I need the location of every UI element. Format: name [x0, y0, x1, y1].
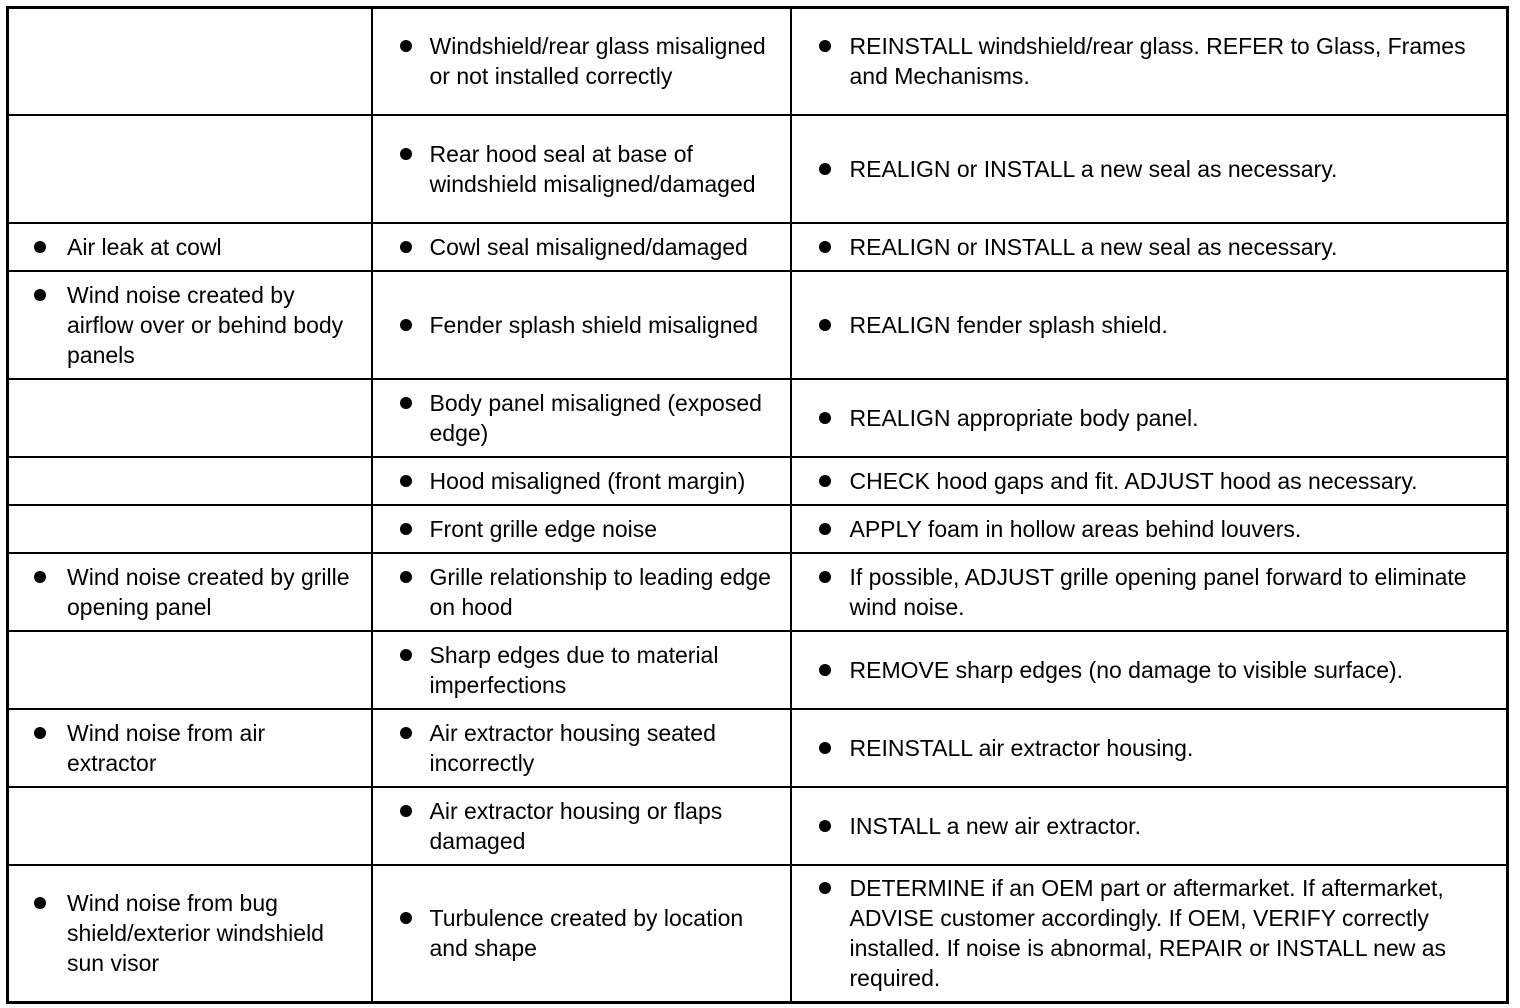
bullet-icon	[400, 805, 412, 817]
action-cell	[791, 787, 1508, 865]
condition-cell	[8, 505, 372, 553]
condition-text: Wind noise from bug shield/exterior windshield sun visor	[67, 890, 324, 977]
cause-text: Turbulence created by location and shape	[429, 905, 744, 962]
action-cell	[791, 271, 1508, 379]
cause-cell	[372, 505, 791, 553]
cause-cell	[372, 631, 791, 709]
table-row	[8, 223, 1508, 271]
action-text: REMOVE sharp edges (no damage to visible surface).	[849, 656, 1404, 683]
action-cell	[791, 457, 1508, 505]
condition-text: Wind noise from air extractor	[67, 719, 266, 776]
bullet-icon	[819, 742, 831, 754]
condition-cell	[8, 271, 372, 379]
table-row	[8, 553, 1508, 631]
action-cell	[791, 115, 1508, 223]
cause-text: Air extractor housing or flaps damaged	[429, 797, 723, 854]
bullet-icon	[400, 397, 412, 409]
action-text: REALIGN fender splash shield.	[849, 311, 1168, 338]
cause-text: Rear hood seal at base of windshield misaligned/damaged	[429, 140, 756, 197]
bullet-icon	[34, 897, 46, 909]
action-text: DETERMINE if an OEM part or aftermarket. If aftermarket, ADVISE customer accordingly. If OEM, VERIFY correctly installed. If noise is abnormal, REPAIR or INSTALL new as required.	[849, 875, 1447, 992]
condition-text: Wind noise created by grille opening panel	[67, 563, 350, 620]
bullet-icon	[819, 40, 831, 52]
cause-cell	[372, 787, 791, 865]
cause-cell	[372, 865, 791, 1003]
table-row	[8, 457, 1508, 505]
action-cell	[791, 865, 1508, 1003]
condition-text: Wind noise created by airflow over or behind body panels	[67, 281, 344, 368]
bullet-icon	[819, 664, 831, 676]
action-text: CHECK hood gaps and fit. ADJUST hood as necessary.	[849, 467, 1418, 494]
cause-cell	[372, 271, 791, 379]
action-text: REINSTALL air extractor housing.	[849, 734, 1194, 761]
action-text: If possible, ADJUST grille opening panel forward to eliminate wind noise.	[849, 563, 1467, 620]
cause-cell	[372, 379, 791, 457]
action-text: REALIGN or INSTALL a new seal as necessary.	[849, 155, 1338, 182]
condition-cell	[8, 115, 372, 223]
bullet-icon	[34, 727, 46, 739]
condition-cell	[8, 865, 372, 1003]
cause-text: Fender splash shield misaligned	[429, 311, 759, 338]
table-row	[8, 505, 1508, 553]
action-cell	[791, 505, 1508, 553]
cause-text: Air extractor housing seated incorrectly	[429, 719, 716, 776]
bullet-icon	[819, 163, 831, 175]
bullet-icon	[819, 241, 831, 253]
bullet-icon	[819, 412, 831, 424]
condition-cell	[8, 379, 372, 457]
bullet-icon	[400, 912, 412, 924]
action-cell	[791, 8, 1508, 115]
action-text: REALIGN or INSTALL a new seal as necessary.	[849, 233, 1338, 260]
bullet-icon	[819, 319, 831, 331]
bullet-icon	[400, 148, 412, 160]
bullet-icon	[34, 289, 46, 301]
cause-cell	[372, 709, 791, 787]
action-cell	[791, 631, 1508, 709]
bullet-icon	[34, 241, 46, 253]
action-cell	[791, 379, 1508, 457]
condition-cell	[8, 553, 372, 631]
bullet-icon	[34, 571, 46, 583]
table-row	[8, 115, 1508, 223]
table-row	[8, 865, 1508, 1003]
table-row	[8, 8, 1508, 115]
condition-cell	[8, 457, 372, 505]
bullet-icon	[819, 571, 831, 583]
table-row	[8, 709, 1508, 787]
bullet-icon	[819, 475, 831, 487]
bullet-icon	[400, 241, 412, 253]
cause-text: Windshield/rear glass misaligned or not installed correctly	[429, 33, 766, 90]
bullet-icon	[400, 571, 412, 583]
cause-text: Hood misaligned (front margin)	[429, 467, 746, 494]
condition-cell	[8, 787, 372, 865]
cause-cell	[372, 8, 791, 115]
bullet-icon	[819, 882, 831, 894]
cause-text: Grille relationship to leading edge on hood	[429, 563, 771, 620]
cause-cell	[372, 115, 791, 223]
cause-text: Cowl seal misaligned/damaged	[429, 233, 748, 260]
action-text: REALIGN appropriate body panel.	[849, 404, 1199, 431]
bullet-icon	[400, 523, 412, 535]
condition-cell	[8, 709, 372, 787]
action-cell	[791, 223, 1508, 271]
condition-cell	[8, 631, 372, 709]
bullet-icon	[400, 319, 412, 331]
bullet-icon	[819, 820, 831, 832]
cause-text: Sharp edges due to material imperfections	[429, 641, 719, 698]
action-text: APPLY foam in hollow areas behind louvers.	[849, 515, 1302, 542]
table-row	[8, 631, 1508, 709]
bullet-icon	[400, 727, 412, 739]
cause-text: Front grille edge noise	[429, 515, 658, 542]
bullet-icon	[400, 475, 412, 487]
bullet-icon	[400, 40, 412, 52]
cause-cell	[372, 553, 791, 631]
bullet-icon	[400, 649, 412, 661]
table-row	[8, 379, 1508, 457]
condition-text: Air leak at cowl	[67, 233, 222, 260]
cause-cell	[372, 223, 791, 271]
action-text: REINSTALL windshield/rear glass. REFER to Glass, Frames and Mechanisms.	[849, 33, 1466, 90]
table-row	[8, 271, 1508, 379]
diagnosis-table	[6, 6, 1509, 1004]
action-text: INSTALL a new air extractor.	[849, 812, 1141, 839]
action-cell	[791, 709, 1508, 787]
table-row	[8, 787, 1508, 865]
cause-text: Body panel misaligned (exposed edge)	[429, 389, 762, 446]
action-cell	[791, 553, 1508, 631]
bullet-icon	[819, 523, 831, 535]
condition-cell	[8, 8, 372, 115]
condition-cell	[8, 223, 372, 271]
cause-cell	[372, 457, 791, 505]
